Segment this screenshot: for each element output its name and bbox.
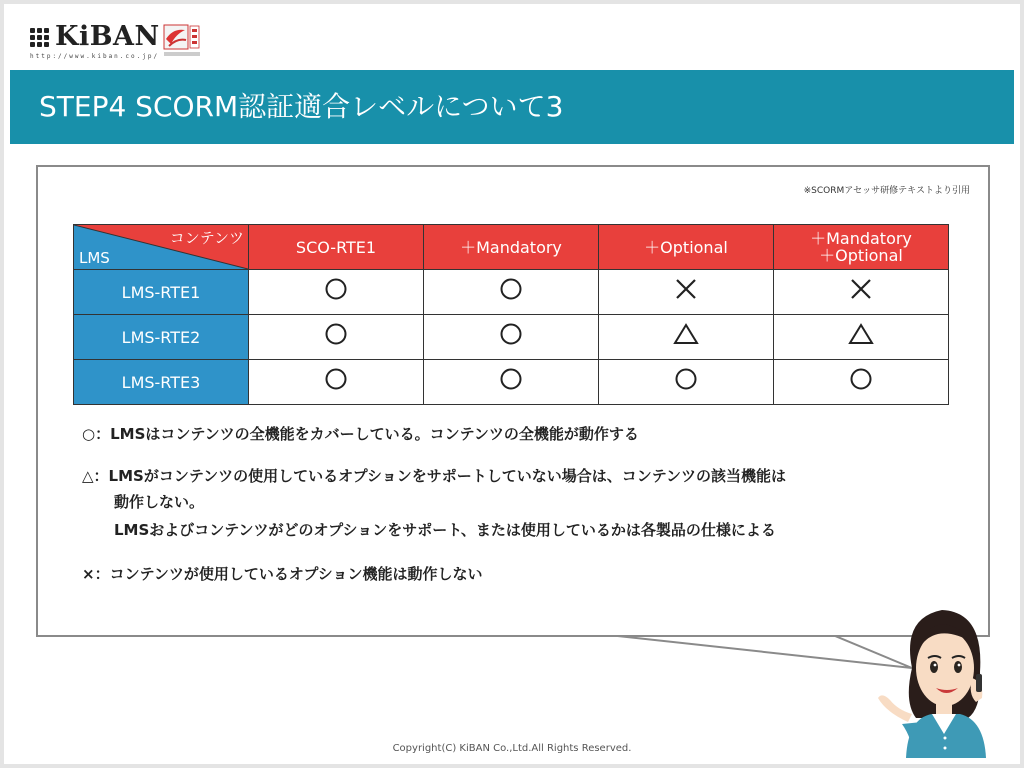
table-cell	[424, 360, 599, 405]
legend-circle-symbol: ○：	[82, 425, 111, 443]
legend-triangle	[82, 464, 786, 488]
cross-mark-icon	[674, 277, 698, 307]
legend-cross-text: コンテンツが使用しているオプション機能は動作しない	[109, 565, 483, 583]
column-header-optional: ＋Optional	[599, 225, 774, 270]
table-cell	[599, 315, 774, 360]
table-cell	[599, 270, 774, 315]
logo-wordmark: KiBAN	[55, 21, 160, 52]
circle-mark-icon	[674, 367, 698, 397]
corner-content-label: コンテンツ	[169, 229, 244, 247]
table-cell	[774, 315, 949, 360]
presenter-character-illustration	[872, 598, 1002, 758]
row-header-lms-rte1: LMS-RTE1	[74, 270, 249, 315]
speech-bubble-content	[36, 165, 990, 637]
legend-triangle-line-3: LMSおよびコンテンツがどのオプションをサポート、または使用しているかは各製品の仕様による	[114, 521, 776, 539]
title-banner	[10, 70, 1014, 144]
logo-url: http://www.kiban.co.jp/	[30, 53, 160, 60]
table-header-row	[74, 225, 949, 270]
table-cell	[774, 270, 949, 315]
legend-circle	[82, 422, 639, 446]
table-cell	[249, 270, 424, 315]
legend-cross	[82, 562, 482, 586]
circle-mark-icon	[499, 322, 523, 352]
table-row	[74, 270, 949, 315]
table-cell	[249, 360, 424, 405]
column-header-mandatory-optional: ＋Mandatory ＋Optional	[774, 225, 949, 270]
legend-cross-symbol: ×：	[82, 565, 110, 583]
table-cell	[424, 315, 599, 360]
table-cell	[599, 360, 774, 405]
table-cell	[774, 360, 949, 405]
circle-mark-icon	[499, 367, 523, 397]
compatibility-table	[73, 224, 949, 405]
legend-triangle-text-1: LMSがコンテンツの使用しているオプションをサポートしていない場合は、コンテンツの該当機能は	[108, 467, 786, 485]
column-header-mandatory: ＋Mandatory	[424, 225, 599, 270]
citation-note: ※SCORMアセッサ研修テキストより引用	[803, 186, 970, 196]
table-row	[74, 315, 949, 360]
table-cell	[249, 315, 424, 360]
cross-mark-icon	[849, 277, 873, 307]
circle-mark-icon	[324, 277, 348, 307]
legend-triangle-symbol: △：	[82, 467, 109, 485]
logo-dots-icon	[30, 28, 50, 46]
copyright-footer: Copyright(C) KiBAN Co.,Ltd.All Rights Reserved.	[392, 743, 632, 754]
row-header-lms-rte3: LMS-RTE3	[74, 360, 249, 405]
legend-circle-text: LMSはコンテンツの全機能をカバーしている。コンテンツの全機能が動作する	[110, 425, 639, 443]
table-row	[74, 360, 949, 405]
row-header-lms-rte2: LMS-RTE2	[74, 315, 249, 360]
circle-mark-icon	[849, 367, 873, 397]
corner-lms-label: LMS	[79, 249, 110, 267]
circle-mark-icon	[499, 277, 523, 307]
table-corner-cell	[74, 225, 249, 270]
page-title: STEP4 SCORM認証適合レベルについて3	[39, 90, 564, 123]
legend-triangle-line-2: 動作しない。	[114, 493, 205, 511]
member-seal-icon	[163, 24, 201, 60]
kiban-logo[interactable]	[28, 18, 228, 64]
circle-mark-icon	[324, 322, 348, 352]
triangle-mark-icon	[673, 322, 699, 352]
triangle-mark-icon	[848, 322, 874, 352]
circle-mark-icon	[324, 367, 348, 397]
table-cell	[424, 270, 599, 315]
column-header-sco-rte1: SCO-RTE1	[249, 225, 424, 270]
